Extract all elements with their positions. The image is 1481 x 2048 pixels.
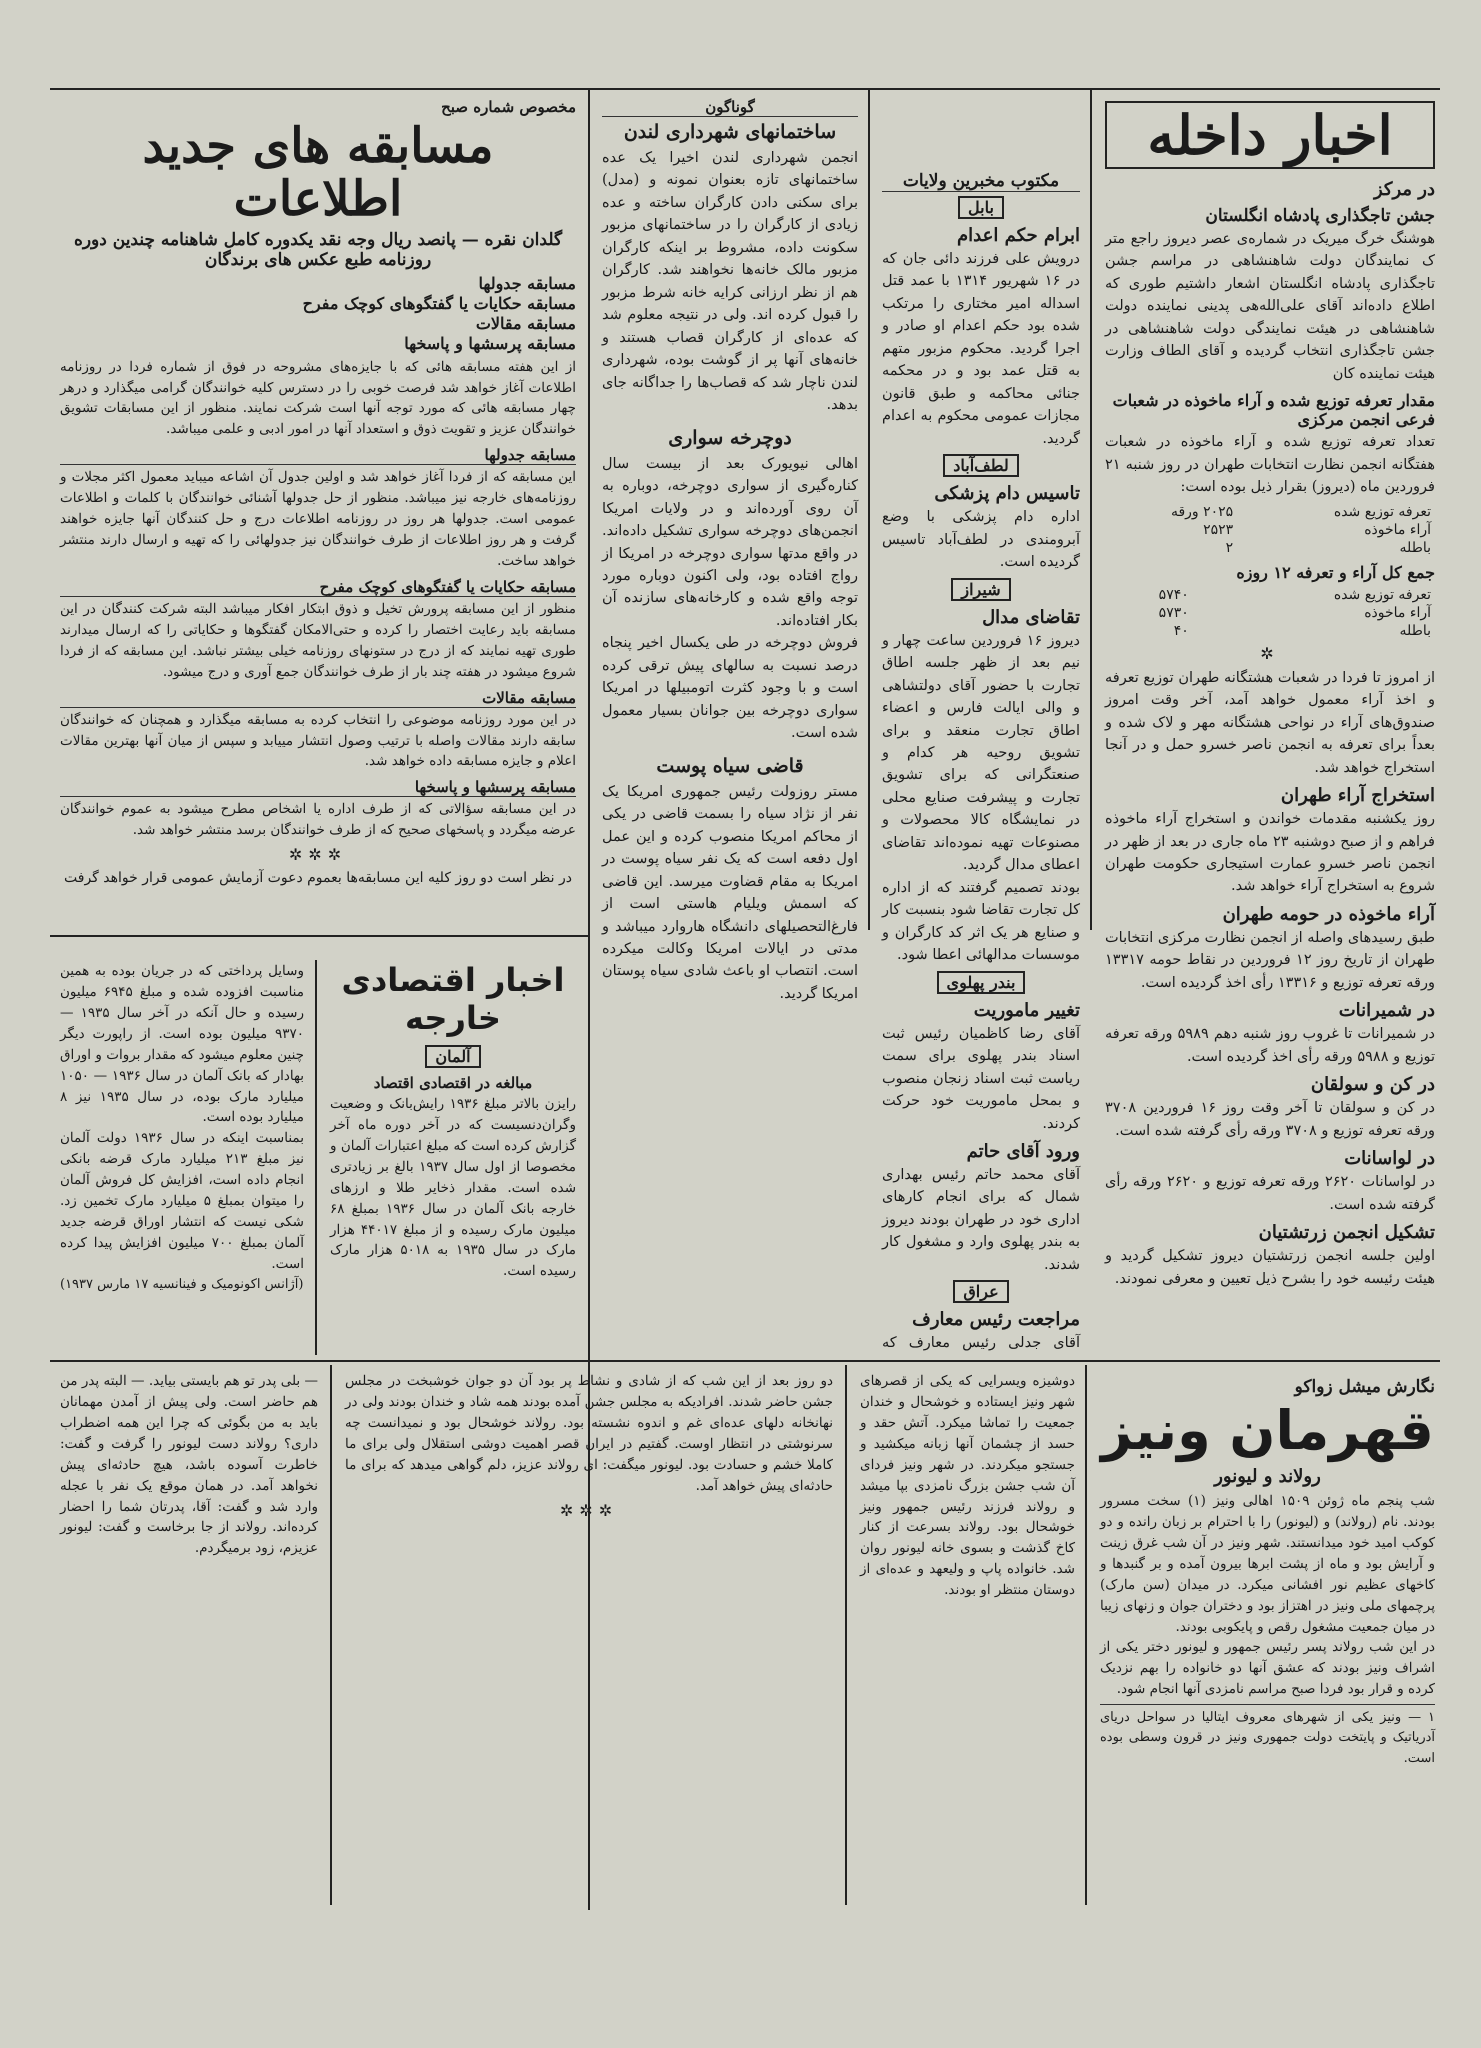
total-table — [1105, 586, 1435, 640]
contest-footer: در نظر است دو روز کلیه این مسابقه‌ها بعموم دعوت آزمایش عمومی قرار خواهد گرفت — [64, 870, 572, 887]
zoroastrian-title: تشکیل انجمن زرتشتیان — [1258, 1222, 1435, 1244]
section-rule — [50, 1360, 1440, 1362]
contest-list — [60, 274, 576, 353]
contest-prize: گلدان نقره — پانصد ریال وجه نقد یکدوره کامل شاهنامه چندین دوره روزنامه طبع عکس های برندگان — [73, 229, 563, 270]
contest-s3-body: در این مورد روزنامه موضوعی را انتخاب کرده به مسابقه میگذارد و همچنان که خوانندگان سابقه دارند مقالات واصله با ترتیب وصول انتشار مییابد و سپس از میان آنها بهترین مقالات اعلام و جایزه مسابقه داده خواهد شد. — [60, 711, 576, 770]
extract-title: استخراج آراء طهران — [1280, 785, 1435, 807]
column-rule — [845, 1365, 847, 1905]
star-divider: ✲✲✲ — [288, 845, 348, 865]
serial-column-4 — [50, 1365, 328, 1910]
contest-s2-body: منظور از این مسابقه پرورش تخیل و ذوق ابتکار افکار میباشد البته شرکت کنندگان در این مسابقه باید رعایت اختصار را کرده و حتی‌الامکان گفتگوها و حکایاتی را که ارسال میدارند طوری تهیه نمایند که از درج در ستونهای روزنامه خیلی بیشتر نباشد. این مسابقه که از فردا شروع میشود در هفته چند بار از طرف خوانندگان جمع آوری و درج میشود. — [60, 600, 576, 680]
doctor-title: تاسیس دام پزشکی — [934, 483, 1080, 505]
serial-byline: نگارش میشل زواکو — [1294, 1377, 1435, 1397]
serial-col1b: در این شب رولاند پسر رئیس جمهور و لیونور دختر یکی از اشراف ونیز بودند که عشق آنها دو خانواده را بهم نزدیک کرده و قرار بود فردا صبح مراسم نامزدی آنها انجام شود. — [1100, 1639, 1436, 1698]
contest-s3-title: مسابقه مقالات — [60, 689, 576, 708]
row-value: ۵۷۳۰ — [1158, 604, 1189, 621]
contest-s2-title: مسابقه حکایات یا گفتگوهای کوچک مفرح — [60, 578, 576, 597]
babol-label: بابل — [958, 196, 1004, 219]
hatam-body: آقای محمد حاتم رئیس بهداری شمال که برای انجام کارهای اداری خود در طهران بودند دیروز به بندر پهلوی وارد و مشغول کار شدند. — [882, 1167, 1080, 1273]
votes-title: مقدار تعرفه توزیع شده و آراء ماخوذه در شعبات فرعی انجمن مرکزی — [1112, 391, 1435, 430]
serial-column-3 — [335, 1365, 843, 1910]
execution-title: ابرام حکم اعدام — [956, 225, 1080, 246]
education-title: مراجعت رئیس معارف — [912, 1309, 1080, 1331]
row-label: آراء ماخوذه — [1364, 521, 1431, 538]
list-item: مسابقه پرسشها و پاسخها — [404, 333, 576, 353]
row-label: باطله — [1399, 622, 1431, 639]
transfer-body: آقای رضا کاظمیان رئیس ثبت اسناد بندر پهلوی برای سمت ریاست ثبت اسناد زنجان منصوب و بمحل ماموریت خود حرکت کردند. — [882, 1025, 1080, 1132]
contest-title: مسابقه های جدید اطلاعات — [142, 118, 494, 227]
domestic-masthead: اخبار داخله — [1105, 101, 1435, 169]
serial-column-1 — [1090, 1365, 1445, 1910]
domestic-news-column — [1095, 95, 1445, 1355]
contest-s4-title: مسابقه پرسشها و پاسخها — [60, 778, 576, 797]
bicycle-body: اهالی نیویورک بعد از بیست سال کناره‌گیری از سواری دوچرخه، دوباره به آن روی آورده‌اند و در ولایات امریکا انجمن‌های دوچرخه سواری تشکیل داده‌اند. در واقع مدتها سواری دوچرخه در امریکا از رواج افتاده بود، ولی اکنون دوباره مورد توجه واقع شده و کارخانه‌های سازنده آن بکار افتاده‌اند. — [602, 455, 858, 629]
iraq-label: عراق — [953, 1280, 1008, 1303]
star-divider: ✲✲✲ — [559, 1500, 619, 1520]
bicycle-body-2: فروش دوچرخه در طی یکسال اخیر پنجاه درصد نسبت به سالهای پیش ترقی کرده است و با وجود کثرت اتومبیلها در امریکا سواری دوچرخه بین جوانان بسیار معمول شده است. — [602, 635, 858, 742]
column-rule — [1085, 1365, 1087, 1905]
economic-column-right — [320, 955, 586, 1355]
serial-footnote: ۱ — ونیز یکی از شهرهای معروف ایتالیا در سواحل دریای آدریاتیک و پایتخت دولت جمهوری ونیز در قرون وسطی بوده است. — [1100, 1704, 1435, 1768]
lavasanat-title: در لواسانات — [1344, 1148, 1435, 1170]
row-label: باطله — [1399, 539, 1431, 556]
execution-body: درویش علی فرزند دائی جان که در ۱۶ شهریور ۱۳۱۴ با عمد قتل اسداله امیر مختاری را مرتکب شده بود حکم اعدام او صادر و اجرا گردید. محکوم مزبور متهم به قتل عمد بود و در محکمه جنائی محاکمه و طبق قانون مجازات عمومی محکوم به اعدام گردید. — [882, 251, 1080, 447]
hatam-title: ورود آقای حاتم — [966, 1141, 1080, 1162]
serial-col1: شب پنجم ماه ژوئن ۱۵۰۹ اهالی ونیز (۱) سخت مسرور بودند. نام (رولاند) و (لیونور) را با احترام بر زبان رانده و دو کوکب امید خود میدانستند. شهر ونیز در آن شب غرق زینت و آرایش بود و ماه از پشت ابرها بیرون آمده و بر گنبدها و کاخهای عظیم نور افشانی میکرد. در میدان (سن مارک) پرچمهای ملی ونیز در اهتزاز بود و دختران جوان و زنهای زیبا در میان جمعیت مشغول رقص و پایکوبی بودند. — [1100, 1493, 1435, 1635]
row-label: آراء ماخوذه — [1364, 604, 1431, 621]
table-row — [1105, 521, 1435, 539]
section-rule — [50, 935, 590, 937]
serial-column-2 — [850, 1365, 1085, 1910]
serial-subtitle: رولاند و لیونور — [1214, 1466, 1321, 1487]
medal-body: دیروز ۱۶ فروردین ساعت چهار و نیم بعد از ظهر جلسه اطاق تجارت با حضور آقای دولتشاهی و والی ایالت فارس و اعضاء اطاق تجارت منعقد و برای تشویق روحیه هر کدام و صنعتگرانی که برای تشویق تجارت و پیشرفت صنایع محلی در نمایشگاه کالا محصولات و مصنوعات تهیه نموده‌اند تقاضای اعطای مدال گردید. — [882, 632, 1080, 874]
germany-body-3: بمناسبت اینکه در سال ۱۹۳۶ دولت آلمان نیز مبلغ ۲۱۳ میلیارد مارک قرضه بانکی انجام داده است، افزایش کل فروش آلمان را میتوان بمبلغ ۵ میلیارد مارک تخمین زد. شکی نیست که انتشار اوراق قرضه جدید آلمان بمبلغ ۷۰۰ میلیون افزایش پیدا کرده است. — [60, 1130, 305, 1272]
contest-intro: از این هفته مسابقه هائی که با جایزه‌های مشروحه در فوق از شماره فردا در روزنامه اطلاعات آغاز خواهد شد فرصت خوبی را در دسترس کلیه خوانندگان گرامی میگذارد و درهر چهار مسابقه هائی که مورد توجه آنها است شرکت نمایند. منظور از این مسابقات تشویق خوانندگان عزیز و تقویت ذوق و استعداد آنها در امور ادبی و علمی میباشد. — [60, 358, 576, 438]
column-rule — [1090, 90, 1092, 930]
row-value: ۲۵۲۳ — [1203, 521, 1234, 538]
coronation-body: هوشنگ خرگ میریک در شماره‌ی عصر دیروز راجع متر ک نمایندگان دولت شاهنشاهی در مراسم جشن تاجگذاری پادشاه انگلستان اشعار داشتیم طوری که اطلاع داده‌اند آقای علی‌الله‌هی پدینی نماینده دولت شاهنشاهی در هیئت نمایندگی دولت شاهنشاهی در جشن تاجگذاری انتخاب گردیده و آقای الطاف وزارت هیئت نماینده کان — [1105, 231, 1435, 382]
suburbs-title: آراء ماخوذه در حومه طهران — [1222, 903, 1435, 925]
row-value: ۵۷۴۰ — [1158, 586, 1189, 603]
row-label: تعرفه توزیع شده — [1333, 503, 1431, 520]
pahlavi-label: بندر پهلوی — [937, 971, 1026, 994]
provinces-mid-body: بودند تصمیم گرفتند که از اداره کل تجارت تقاضا شود بنسبت کار و صنایع هر یک اثر کد کارگران و موسسات مدالهائی اعطا شود. — [882, 879, 1080, 964]
contest-s1-body: این مسابقه که از فردا آغاز خواهد شد و اولین جدول آن اشاعه میباید معمول اکثر مجلات و روزنامه‌های خارجه نیز میباشد. منظور از حل جدولها آشنائی خوانندگان با کلمات و اطلاعات عمومی است. جدولها هر روز در روزنامه اطلاعات درج و حل کنندگان آنها جایزه خواهند گرفت و هر روز اطلاعات از طرف خوانندگان نیز جدولهائی را که تهیه و ارسال دارند منتشر خواهد ساخت. — [60, 469, 576, 569]
serial-col4: — بلی پدر تو هم بایستی بیاید. — البته پدر من هم حاضر است. ولی پیش از آمدن مهمانان باید به من بگوئی که چرا این همه اضطراب داری؟ رولاند دست لیونور را گرفت و گفت: خاطرت آسوده باشد، هیچ حادثه‌ای پیش نخواهد آمد. در همان موقع یک نفر با عجله وارد شد و گفت: آقا، پدرتان شما را احضار کرده‌اند. رولاند از جا برخاست و گفت: لیونور عزیزم، زود برمیگردم. — [60, 1373, 318, 1557]
table-row — [1105, 604, 1435, 622]
column-rule — [330, 1365, 332, 1905]
row-value: ۲ — [1225, 539, 1234, 556]
top-rule — [50, 88, 1440, 90]
coronation-title: جشن تاجگذاری پادشاه انگلستان — [1205, 206, 1435, 226]
judge-body: مستر روزولت رئیس جمهوری امریکا یک نفر از نژاد سیاه را بسمت قاضی در یکی از محاکم امریکا منصوب کرده و این عمل اول دفعه است که یک نفر سیاه پوست در امریکا به مقام قضاوت میرسد. این قاضی که اسمش ویلیام هاستی است از فارغ‌التحصیلهای دانشگاه هاروارد میباشد و مدتی در ایالات امریکا وکالت میکرده است. انتصاب او باعث شادی سیاه پوستان امریکا گردید. — [602, 783, 858, 1002]
table-row — [1105, 622, 1435, 640]
votes-body: تعداد تعرفه توزیع شده و آراء ماخوذه در شعبات هفتگانه انجمن نظارت انتخابات طهران در روز شنبه ۲۱ فروردین ماه (دیروز) بقرار ذیل بوده است: — [1105, 434, 1435, 496]
row-value: ۲۰۲۵ ورقه — [1170, 503, 1234, 520]
transfer-title: تغییر ماموریت — [973, 999, 1080, 1021]
germany-sub: مبالغه در اقتصادی اقتصاد — [373, 1074, 533, 1092]
mid-body: از امروز تا فردا در شعبات هشتگانه طهران توزیع تعرفه و اخذ آراء معمول خواهد آمد، آخر وقت امروز صندوق‌های آراء در نواحی هشتگانه مهر و لاک شده و بعداً برای تعرفه به انجمن ناصر خسرو حمل و در آنجا استخراج خواهد شد. — [1105, 669, 1435, 776]
contest-column — [50, 92, 586, 932]
savojbolagh-title: در کن و سولقان — [1310, 1074, 1435, 1096]
column-rule — [315, 960, 317, 1355]
extract-body: روز یکشنبه مقدمات خواندن و استخراج آراء ماخوذه فراهم و از صبح دوشنبه ۲۳ ماه جاری در بعد از ظهر در انجمن ناصر خسرو عمارت استیجاری حکومت طهران شروع به استخراج آراء خواهد شد. — [1105, 811, 1435, 895]
london-title: ساختمانهای شهرداری لندن — [623, 121, 837, 143]
london-body: انجمن شهرداری لندن اخیرا یک عده ساختمانهای تازه بعنوان نمونه و (مدل) برای سکنی دادن کارگران ساخته و عده زیادی از کارگران را در ساختمانهای مزبور سکونت داده، مشروط بر اینکه کارگران مزبور مالک خانه‌ها نخواهند شد. کارگران هم از نظر ارزانی کرایه خانه شرط مزبور را قبول کرده اند. ولی در نتیجه معلوم شد که عده‌ای از کارگران قصاب هستند و خانه‌های آنها پر از گوشت بوده، شهرداری لندن ناچار شد که قصاب‌ها را جداگانه جای بدهد. — [602, 150, 858, 414]
education-body: آقای جدلی رئیس معارف که — [882, 1335, 1080, 1352]
zoroastrian-body: اولین جلسه انجمن زرتشتیان دیروز تشکیل گردید و هیئت رئیسه خود را بشرح ذیل تعیین و معرفی نمودند. — [1105, 1248, 1435, 1287]
contest-kicker: مخصوص شماره صبح — [441, 98, 576, 116]
shiraz-label: شیراز — [951, 578, 1010, 601]
savojbolagh-body: در کن و سولقان تا آخر وقت روز ۱۶ فروردین ۳۷۰۸ ورقه تعرفه توزیع و ۳۷۰۸ ورقه رأی گرفته شده است. — [1105, 1100, 1436, 1139]
medal-title: تقاضای مدال — [982, 606, 1080, 628]
capital-kicker: در مرکز — [1373, 179, 1435, 200]
serial-col3: دو روز بعد از این شب که از شادی و نشاط پر بود آن دو جوان خوشبخت در مجلس جشن حاضر شدند. افرادیکه به مجلس جشن آمده بودند همه شاد و خندان بودند ولی در نهانخانه دلهای عده‌ای غم و اندوه نشسته بود. رولاند خوشحال بود و نمیدانست چه سرنوشتی در انتظار اوست. گفتیم در ایران قصر اهمیت دوشی استقلال ولی برای ما کاملا خشم و حسادت بود. لیونور میگفت: ای رولاند عزیز، دلم گواهی میدهد که برای ما حادثه‌ای پیش خواهد آمد. — [345, 1373, 833, 1494]
provinces-kicker: مکتوب مخبرین ولایات — [882, 171, 1080, 192]
contest-s1-title: مسابقه جدولها — [60, 446, 576, 465]
shemiran-title: در شمیرانات — [1338, 1000, 1435, 1022]
list-item: مسابقه مقالات — [475, 313, 576, 333]
judge-title: قاضی سیاه پوست — [656, 754, 804, 777]
shemiran-body: در شمیرانات تا غروب روز شنبه دهم ۵۹۸۹ ورقه تعرفه توزیع و ۵۹۸۸ ورقه رأی اخذ گردیده است. — [1105, 1026, 1435, 1065]
lotfabad-label: لطف‌آباد — [943, 454, 1018, 477]
star-divider: ✲ — [1260, 643, 1280, 663]
varieties-column — [592, 92, 868, 1357]
serial-col2: دوشیزه ویسرایی که یکی از قصرهای شهر ونیز ایستاده و خوشحال و خندان جمعیت را تماشا میکرد. آتش حقد و حسد از چشمان آنها زبانه میکشید و جستجو میکردند. در شهر ونیز فردای آن شب جشن بزرگ نامزدی بپا میشد و رولاند فرزند رئیس جمهور ونیز خوشحال بود. رولاند بسرعت از کنار کاخ گذشت و بسوی خانه لیونور روان شد. خانواده پاپ و ولیعهد و عده‌ای از دوستان منتظر او بودند. — [860, 1373, 1075, 1599]
bicycle-title: دوچرخه سواری — [668, 426, 792, 449]
table-row — [1105, 539, 1435, 557]
suburbs-body: طبق رسیدهای واصله از انجمن نظارت مرکزی انتخابات طهران از تاریخ روز ۱۲ فروردین در نقاط حومه ۱۳۳۱۷ ورقه تعرفه توزیع و ۱۳۳۱۶ رأی اخذ گردیده است. — [1105, 929, 1435, 991]
economic-masthead: اخبار اقتصادی خارجه — [341, 961, 565, 1037]
list-item: مسابقه جدولها — [478, 273, 576, 293]
varieties-kicker: گوناگون — [602, 98, 858, 117]
table-row — [1105, 586, 1435, 604]
total-title: جمع کل آراء و تعرفه ۱۲ روزه — [1236, 562, 1435, 582]
doctor-body: اداره دام پزشکی با وضع آبرومندی در لطف‌آباد تاسیس گردیده است. — [882, 509, 1080, 571]
column-rule — [868, 90, 870, 930]
germany-label: آلمان — [425, 1045, 480, 1068]
economic-signature: (آژانس اکونومیک و فینانسیه ۱۷ مارس ۱۹۳۷) — [60, 1276, 304, 1292]
germany-body-2: وسایل پرداختی که در جریان بوده به همین مناسبت افزوده شده و مبلغ ۶۹۴۵ میلیون رسیده و حال آنکه در آخر سال ۱۹۳۵ — ۹۳۷۰ میلیون بوده است. از راپورت دیگر چنین معلوم میشود که مقدار بروات و اوراق بهادار که بانک آلمان در سال ۱۹۳۶ — ۱۰۵۰ میلیارد مارک بوده، در سال ۱۹۳۵ نیز ۸ میلیارد بوده است. — [60, 963, 304, 1126]
germany-body: رایزن بالاتر مبلغ ۱۹۳۶ رایش‌بانک و وضعیت وگران‌دنسیست که در آخر دوره ماه آخر گزارش کرده است که مبلغ اعتبارات آلمان و مخصوصا از اول سال ۱۹۳۷ بالغ بر زیادتری شده است. مقدار ذخایر طلا و ارزهای خارجه بانک آلمان در سال ۱۹۳۶ بمبلغ ۶۸ میلیون مارک رسیده و از مبلغ ۴۴۰۱۷ هزار مارک در سال ۱۹۳۵ به ۵۰۱۸ هزار مارک رسیده است. — [330, 1096, 577, 1280]
votes-table — [1105, 503, 1435, 557]
lavasanat-body: در لواسانات ۲۶۲۰ ورقه تعرفه توزیع و ۲۶۲۰ ورقه رأی گرفته شده است. — [1105, 1174, 1436, 1213]
provinces-column — [872, 165, 1090, 1355]
serial-title: قهرمان ونیز — [1101, 1399, 1434, 1462]
contest-s4-body: در این مسابقه سؤالاتی که از طرف اداره یا اشخاص مطرح میشود به عموم خوانندگان عرضه میگردد و پاسخهای صحیح که از طرف خوانندگان برسد منتشر خواهد شد. — [60, 801, 576, 839]
economic-column-left — [50, 955, 314, 1355]
table-row — [1105, 503, 1435, 521]
row-value: ۴۰ — [1173, 622, 1189, 639]
list-item: مسابقه حکایات یا گفتگوهای کوچک مفرح — [302, 293, 576, 313]
row-label: تعرفه توزیع شده — [1333, 586, 1431, 603]
